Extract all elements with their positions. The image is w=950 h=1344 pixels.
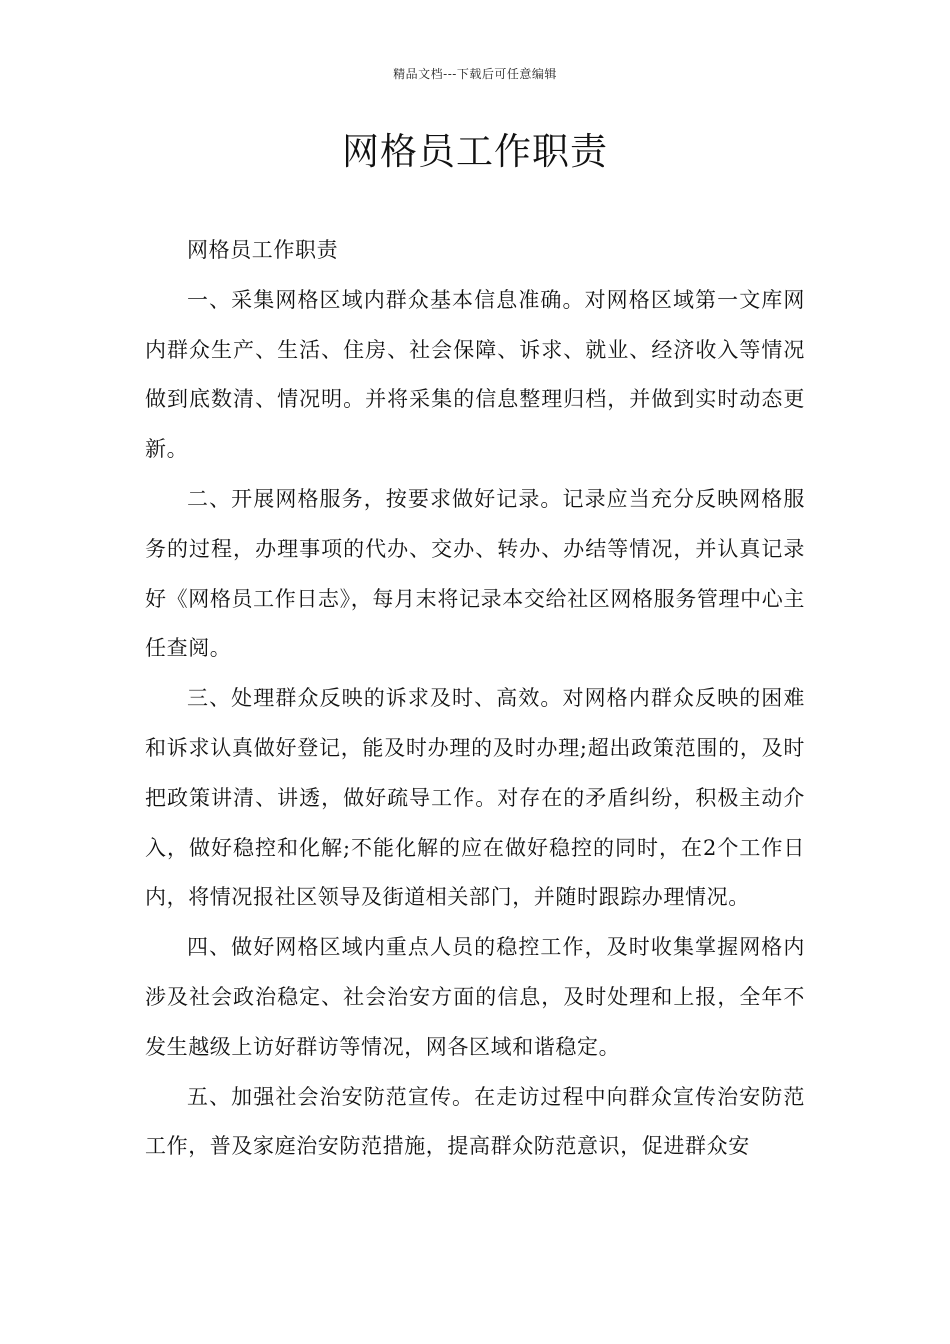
paragraph-duty-4: 四、做好网格区域内重点人员的稳控工作，及时收集掌握网格内涉及社会政治稳定、社会治安方面的信息，及时处理和上报，全年不发生越级上访好群访等情况，网各区域和谐稳定。 (145, 935, 805, 1059)
paragraph-duty-1: 一、采集网格区域内群众基本信息准确。对网格区域第一文库网内群众生产、生活、住房、社会保障、诉求、就业、经济收入等情况做到底数清、情况明。并将采集的信息整理归档，并做到实时动态更新。 (145, 287, 805, 462)
paragraph-duty-3: 三、处理群众反映的诉求及时、高效。对网格内群众反映的困难和诉求认真做好登记，能及时办理的及时办理;超出政策范围的，及时把政策讲清、讲透，做好疏导工作。对存在的矛盾纠纷，积极主动介入，做好稳控和化解;不能化解的应在做好稳控的同时，在2个工作日内，将情况报社区领导及街道相关部门，并随时跟踪办理情况。 (145, 686, 805, 910)
paragraph-duty-2: 二、开展网格服务，按要求做好记录。记录应当充分反映网格服务的过程，办理事项的代办、交办、转办、办结等情况，并认真记录好《网格员工作日志》，每月末将记录本交给社区网格服务管理中心主任查阅。 (145, 486, 805, 661)
document-body (145, 226, 805, 1172)
document-title: 网格员工作职责 (342, 130, 608, 173)
header-note: 精品文档---下载后可任意编辑 (393, 67, 557, 81)
paragraph-duty-5: 五、加强社会治安防范宣传。在走访过程中向群众宣传治安防范工作，普及家庭治安防范措施，提高群众防范意识，促进群众安 (145, 1084, 805, 1159)
paragraph-subtitle: 网格员工作职责 (187, 238, 339, 262)
